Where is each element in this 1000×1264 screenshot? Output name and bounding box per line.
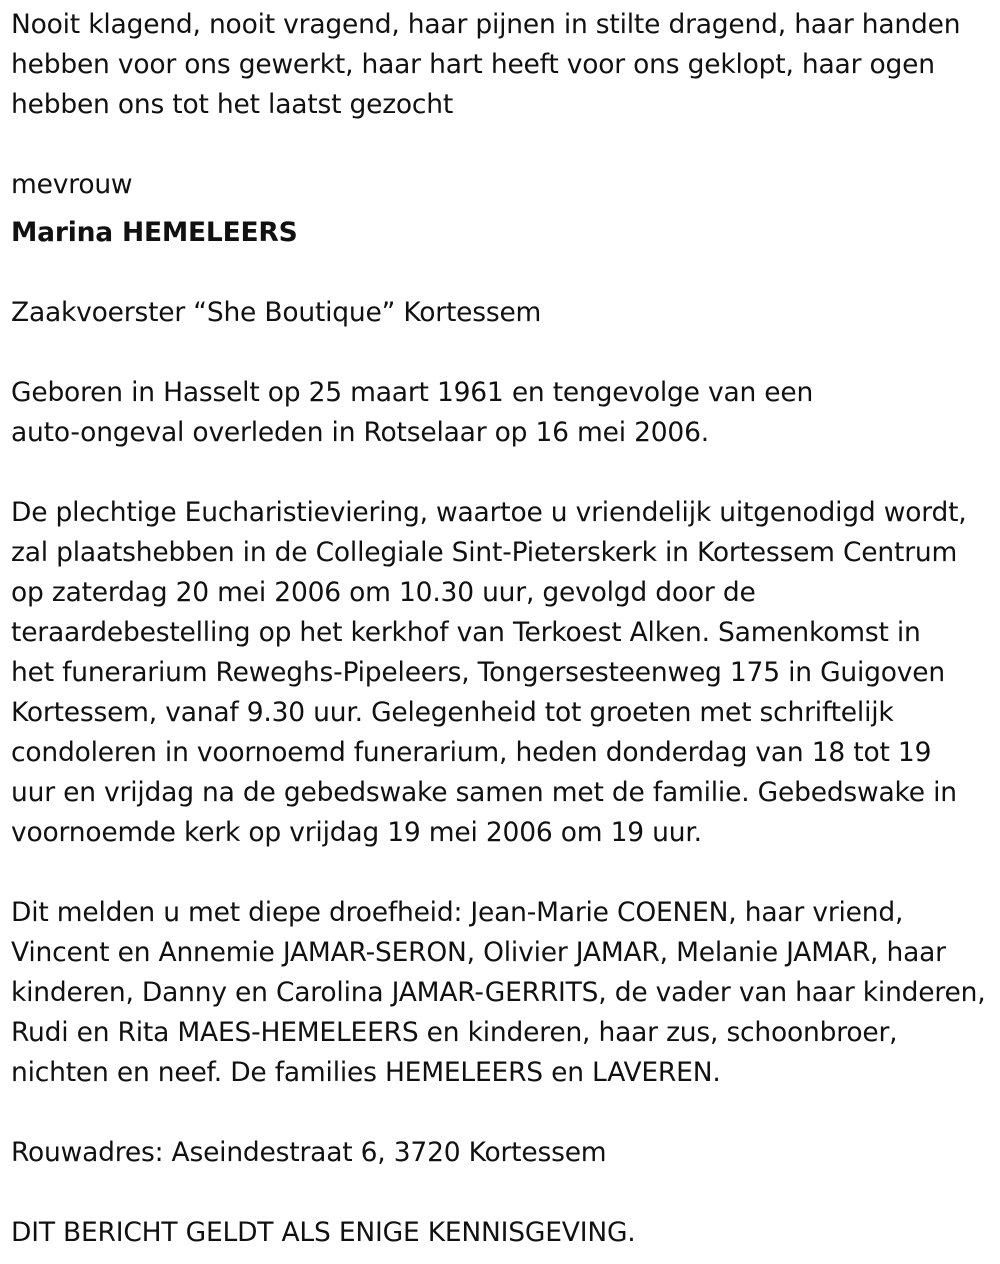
family-line: Dit melden u met diepe droefheid: Jean-Marie COENEN, haar vriend, <box>11 897 904 928</box>
birth-death-line: auto-ongeval overleden in Rotselaar op 16 mei 2006. <box>11 417 709 448</box>
ceremony-line: zal plaatshebben in de Collegiale Sint-Pieterskerk in Kortessem Centrum <box>11 537 958 568</box>
ceremony-line: De plechtige Eucharistieviering, waartoe u vriendelijk uitgenodigd wordt, <box>11 497 967 528</box>
notice-text: DIT BERICHT GELDT ALS ENIGE KENNISGEVING. <box>11 1217 636 1248</box>
ceremony-line: op zaterdag 20 mei 2006 om 10.30 uur, gevolgd door de <box>11 577 756 608</box>
birth-death-line: Geboren in Hasselt op 25 maart 1961 en tengevolge van een <box>11 377 814 408</box>
ceremony-line: het funerarium Reweghs-Pipeleers, Tongersesteenweg 175 in Guigoven <box>11 657 945 688</box>
ceremony-line: voornoemde kerk op vrijdag 19 mei 2006 om 19 uur. <box>11 817 702 848</box>
ceremony-line: Kortessem, vanaf 9.30 uur. Gelegenheid tot groeten met schriftelijk <box>11 697 894 728</box>
family-line: Rudi en Rita MAES-HEMELEERS en kinderen, haar zus, schoonbroer, <box>11 1017 898 1048</box>
family-line: kinderen, Danny en Carolina JAMAR-GERRITS, de vader van haar kinderen, <box>11 977 986 1008</box>
ceremony-line: teraardebestelling op het kerkhof van Terkoest Alken. Samenkomst in <box>11 617 921 648</box>
occupation: Zaakvoerster “She Boutique” Kortessem <box>11 297 542 328</box>
epitaph-line: Nooit klagend, nooit vragend, haar pijnen in stilte dragend, haar handen <box>11 9 961 40</box>
family-line: nichten en neef. De families HEMELEERS en LAVEREN. <box>11 1057 721 1088</box>
ceremony-line: uur en vrijdag na de gebedswake samen met de familie. Gebedswake in <box>11 777 957 808</box>
epitaph-line: hebben voor ons gewerkt, haar hart heeft voor ons geklopt, haar ogen <box>11 49 935 80</box>
epitaph-line: hebben ons tot het laatst gezocht <box>11 89 454 120</box>
salutation: mevrouw <box>11 169 133 200</box>
ceremony-line: condoleren in voornoemd funerarium, heden donderdag van 18 tot 19 <box>11 737 932 768</box>
family-line: Vincent en Annemie JAMAR-SERON, Olivier JAMAR, Melanie JAMAR, haar <box>11 937 946 968</box>
deceased-name: Marina HEMELEERS <box>11 217 298 248</box>
mourning-address: Rouwadres: Aseindestraat 6, 3720 Kortessem <box>11 1137 607 1168</box>
